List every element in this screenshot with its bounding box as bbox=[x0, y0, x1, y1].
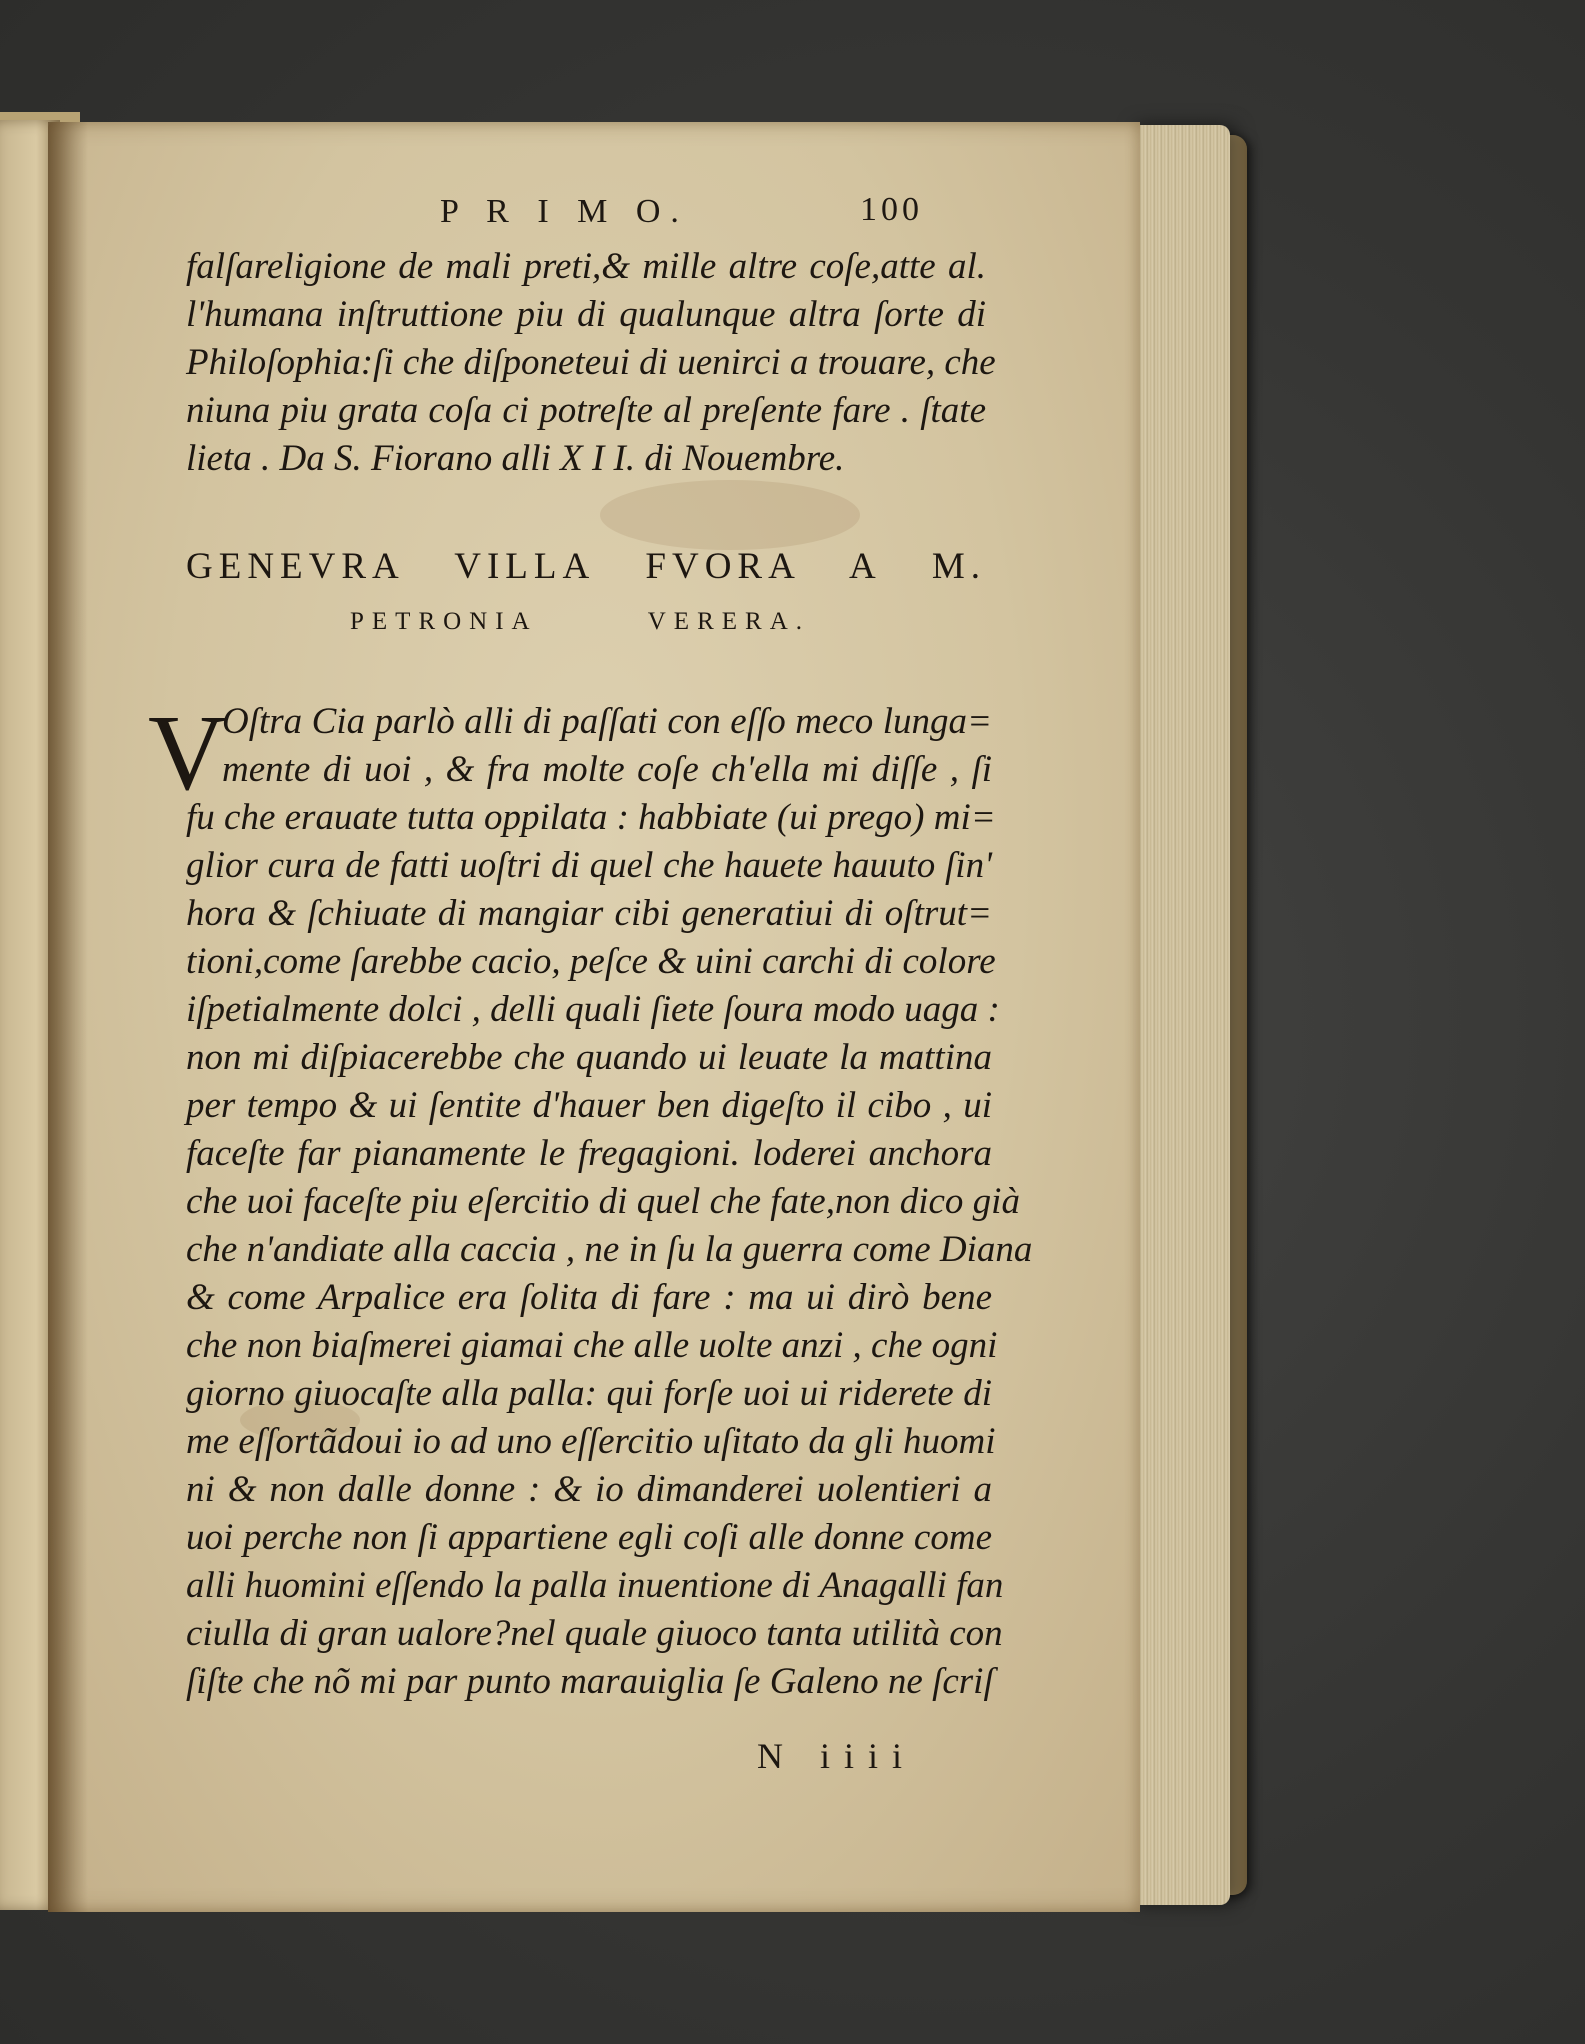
paper-stain bbox=[600, 480, 860, 550]
text-line: ciulla di gran ualore?nel quale giuoco tanta utilità con bbox=[186, 1613, 1003, 1654]
text-line: giorno giuocaſte alla palla: qui forſe uoi ui riderete di bbox=[186, 1373, 992, 1414]
text-line: niuna piu grata coſa ci potreſte al preſente fare . ſtate bbox=[186, 390, 986, 431]
text-line: glior cura de fatti uoſtri di quel che hauete hauuto ſin' bbox=[186, 845, 992, 886]
text-line: iſpetialmente dolci , delli quali ſiete ſoura modo uaga : bbox=[186, 989, 1000, 1030]
page-number: 100 bbox=[860, 191, 923, 228]
text-line: l'humana inſtruttione piu di qualunque altra ſorte di bbox=[186, 294, 986, 335]
text-line: faceſte far pianamente le fregagioni. loderei anchora bbox=[186, 1133, 992, 1174]
text-line: hora & ſchiuate di mangiar cibi generatiui di oſtrut= bbox=[186, 893, 992, 934]
gutter-shadow bbox=[48, 122, 88, 1912]
text-line: uoi perche non ſi appartiene egli coſi alle donne come bbox=[186, 1517, 992, 1558]
letter-recipient: PETRONIA VERERA. bbox=[350, 608, 810, 635]
page-block-edges bbox=[1130, 125, 1230, 1905]
text-line: che n'andiate alla caccia , ne in ſu la guerra come Diana bbox=[186, 1229, 1033, 1270]
text-line: Philoſophia:ſi che diſponeteui di uenirci a trouare, che bbox=[186, 342, 996, 383]
letter-heading: GENEVRA VILLA FVORA A M. bbox=[186, 546, 986, 587]
text-line: me eſſortãdoui io ad uno eſſercitio uſitato da gli huomi bbox=[186, 1421, 996, 1462]
text-line: falſareligione de mali preti,& mille altre coſe,atte al. bbox=[186, 246, 986, 287]
text-line: Oſtra Cia parlò alli di paſſati con eſſo meco lunga= bbox=[222, 701, 992, 742]
text-line: alli huomini eſſendo la palla inuentione di Anagalli fan bbox=[186, 1565, 1004, 1606]
signature-mark: N iiii bbox=[757, 1736, 917, 1776]
text-line: non mi diſpiacerebbe che quando ui leuate la mattina bbox=[186, 1037, 992, 1078]
text-line: per tempo & ui ſentite d'hauer ben digeſto il cibo , ui bbox=[186, 1085, 992, 1126]
text-line: mente di uoi , & fra molte coſe ch'ella mi diſſe , ſi bbox=[222, 749, 992, 790]
text-line: che uoi faceſte piu eſercitio di quel che fate,non dico già bbox=[186, 1181, 1020, 1222]
text-line: fu che erauate tutta oppilata : habbiate (ui prego) mi= bbox=[186, 797, 996, 838]
text-line: tioni,come ſarebbe cacio, peſce & uini carchi di colore bbox=[186, 941, 996, 982]
text-line: lieta . Da S. Fiorano alli X I I. di Nouembre. bbox=[186, 438, 845, 479]
running-head-title: P R I M O. bbox=[440, 193, 689, 230]
text-line: ni & non dalle donne : & io dimanderei uolentieri a bbox=[186, 1469, 992, 1510]
text-line: & come Arpalice era ſolita di fare : ma ui dirò bene bbox=[186, 1277, 992, 1318]
text-line: che non biaſmerei giamai che alle uolte anzi , che ogni bbox=[186, 1325, 998, 1366]
text-line: ſiſte che nõ mi par punto marauiglia ſe Galeno ne ſcriſ bbox=[186, 1661, 994, 1702]
drop-cap: V bbox=[148, 694, 226, 813]
